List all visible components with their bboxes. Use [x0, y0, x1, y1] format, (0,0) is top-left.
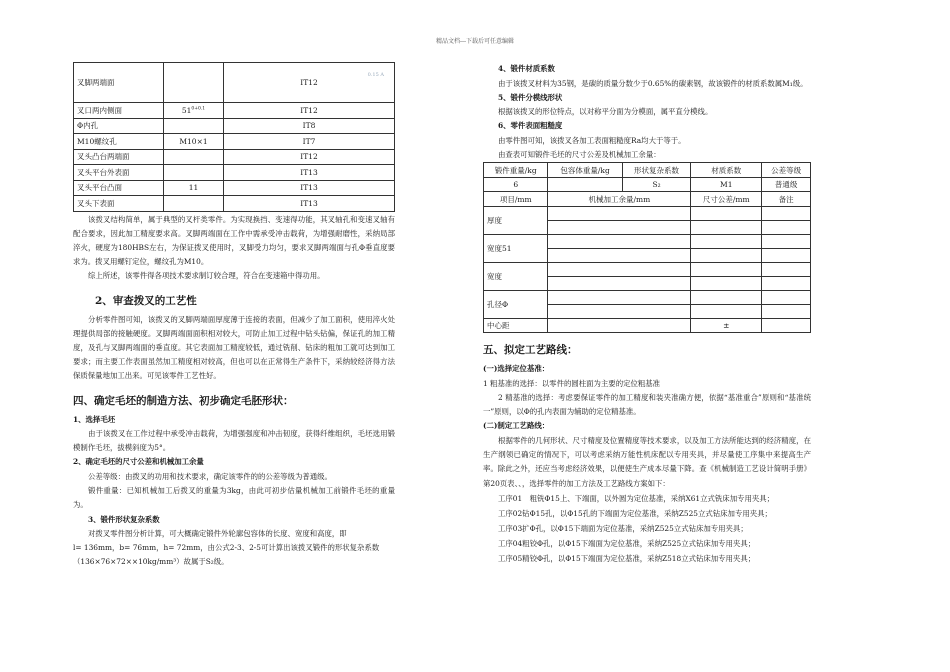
left-column — [73, 62, 395, 570]
subheading-material: 4、锻件材质系数 — [498, 64, 555, 73]
allowance-cell — [548, 206, 691, 220]
allowance-cell — [548, 220, 691, 234]
size-cell — [164, 63, 224, 103]
table-header-row — [484, 163, 811, 178]
size-value: M10×1 — [179, 136, 208, 146]
item-cell: 宽度51 — [484, 234, 548, 262]
grade-cell — [224, 196, 395, 212]
item-cell: 厚度 — [484, 206, 548, 234]
subheading-blank-select: 1、选择毛坯 — [73, 414, 116, 424]
allowance-cell — [548, 304, 691, 318]
tolerance-superscript: 0+0.1 — [191, 106, 206, 112]
subheading-tolerance: 2、确定毛坯的尺寸公差和机械加工余量 — [73, 457, 204, 467]
paragraph-structure: 该拨叉结构简单，属于典型的叉杆类零件。为实现换挡、变速得功能，其叉轴孔和变速叉轴有配合要求，因此加工精度要求高。叉脚两端面在工作中需承受冲击载荷，为增强耐磨性，采纳局部淬火，硬度为180HBS左右，为保证拨叉使用时，叉脚受力均匀，要求叉脚两端面与孔Φ垂直度要求为。拨叉用螺钉定位，螺纹孔为M10。 — [73, 214, 395, 267]
subheading-complexity: 3、锻件形状复杂系数 — [88, 514, 160, 524]
section-heading-process: 2、审查拨叉的工艺性 — [95, 294, 197, 307]
header-cell: 包容体重量/kg — [548, 163, 622, 178]
header-cell: 备注 — [762, 192, 811, 207]
table-row — [484, 262, 811, 276]
header-cell: 形状复杂系数 — [622, 163, 691, 178]
route-step: 工序03扩Φ孔，以Φ15下端面为定位基准，采纳Z525立式钻床加专用夹具； — [498, 523, 748, 533]
grade-cell — [224, 149, 395, 165]
route-step: 工序04粗铰Φ孔，以Φ15下端面为定位基准，采纳Z525立式钻床加专用夹具； — [498, 538, 756, 548]
grade-value: IT13 — [300, 167, 318, 177]
remark-cell — [762, 262, 811, 276]
feature-name-cell: M10螺纹孔 — [74, 134, 164, 150]
tolerance-cell — [691, 248, 762, 262]
remark-cell — [762, 206, 811, 220]
header-cell: 机械加工余量/mm — [548, 192, 691, 207]
remark-cell — [762, 234, 811, 248]
allowance-cell — [548, 262, 691, 276]
tolerance-cell — [691, 234, 762, 248]
paragraph-blank-select: 由于该拨叉在工作过程中承受冲击载荷，为增强强度和冲击韧度，获得纤维组织，毛坯选用锻模制作毛坯，拔模斜度为5°。 — [73, 429, 395, 453]
paragraph-weight: 锻件重量：已知机械加工后拨叉的重量为3kg，由此可初步估量机械加工前锻件毛坯的重量为。 — [73, 486, 395, 510]
size-value: 11 — [188, 183, 199, 193]
table-row — [484, 177, 811, 192]
allowance-cell — [548, 318, 691, 333]
size-cell — [164, 103, 224, 119]
geometric-tolerance-note: 0.15 A — [367, 72, 384, 78]
tolerance-cell — [691, 290, 762, 304]
paragraph-roughness: 由零件图可知，该拨叉各加工表面粗糙度Ra均大于等于。 — [498, 135, 686, 145]
subheading-roughness: 6、零件表面粗糙度 — [498, 121, 563, 131]
tolerance-cell — [691, 220, 762, 234]
allowance-cell — [548, 276, 691, 290]
header-cell: 锻件重量/kg — [484, 163, 548, 178]
remark-cell — [762, 290, 811, 304]
remark-cell — [762, 220, 811, 234]
grade-cell — [224, 103, 395, 119]
subheading-parting-line: 5、锻件分模线形状 — [498, 92, 563, 102]
grade-cell — [224, 165, 395, 181]
grade-cell — [224, 180, 395, 196]
section-heading-blank: 四、确定毛坯的制造方法、初步确定毛胚形状： — [73, 394, 294, 407]
tolerance-table — [73, 62, 395, 212]
table-row — [74, 165, 395, 181]
header-cell: 公差等级 — [762, 163, 811, 178]
table-header-row — [484, 192, 811, 207]
size-cell — [164, 118, 224, 134]
tolerance-cell — [691, 206, 762, 220]
grade-value: IT8 — [302, 121, 316, 131]
grade-value: IT7 — [302, 136, 316, 146]
table-row — [74, 103, 395, 119]
value-cell — [548, 177, 622, 192]
value-cell: M1 — [691, 177, 762, 192]
size-cell — [164, 196, 224, 212]
value-cell: 6 — [484, 177, 548, 192]
header-cell: 材质系数 — [691, 163, 762, 178]
grade-cell — [224, 63, 395, 103]
grade-value: IT12 — [300, 105, 318, 115]
grade-value: IT13 — [300, 198, 318, 208]
size-cell — [164, 149, 224, 165]
grade-value: IT12 — [300, 152, 318, 162]
paragraph-complexity: 对拨叉零件图分析计算，可大概确定锻件外轮廓包容体的长度、宽度和高度，即 — [88, 529, 347, 539]
remark-cell — [762, 304, 811, 318]
paragraph-dimensions: l= 136mm，b= 76mm，h= 72mm，由公式2-3、2-5可计算出该拨叉锻件的形状复杂系数 — [73, 543, 380, 553]
remark-cell — [762, 248, 811, 262]
grade-cell — [224, 118, 395, 134]
feature-name-cell: 叉头下表面 — [74, 196, 164, 212]
size-cell — [164, 134, 224, 150]
right-column — [483, 62, 811, 566]
allowance-cell — [548, 290, 691, 304]
table-row — [74, 196, 395, 212]
paragraph-parting-line: 根据该拨叉的形位特点，以对称平分面为分模面，属平直分模线。 — [498, 107, 713, 117]
paragraph-material: 由于该拨叉材料为35钢，是碳的质量分数少于0.65%的碳素钢，故该锻件的材质系数属M₁级。 — [498, 78, 808, 88]
subheading-route: (二)制定工艺路线： — [483, 421, 550, 431]
paragraph-summary: 综上所述，该零件得各项技术要求制订较合理，符合在变速箱中得功用。 — [88, 271, 325, 281]
table-row — [484, 206, 811, 220]
table-row — [484, 234, 811, 248]
tolerance-cell: ± — [691, 318, 762, 333]
table-row — [74, 134, 395, 150]
feature-name-cell: 叉脚两端面 — [74, 63, 164, 103]
grade-cell — [224, 134, 395, 150]
grade-value: IT12 — [300, 78, 318, 87]
header-cell: 尺寸公差/mm — [691, 192, 762, 207]
route-step: 工序02钻Φ15孔，以Φ15孔的下端面为定位基准，采纳Z525立式钻床加专用夹具； — [498, 508, 772, 518]
tolerance-cell — [691, 304, 762, 318]
feature-name-cell: 叉头平台外表面 — [74, 165, 164, 181]
allowance-cell — [548, 234, 691, 248]
feature-name-cell: Φ内孔 — [74, 118, 164, 134]
allowance-cell — [548, 248, 691, 262]
feature-name-cell: 叉头凸台两端面 — [74, 149, 164, 165]
size-cell — [164, 180, 224, 196]
item-cell: 孔径Φ — [484, 290, 548, 318]
paragraph-rough-datum: 1 粗基准的选择：以零件的圆柱面为主要的定位粗基准 — [483, 378, 661, 388]
remark-cell — [762, 276, 811, 290]
value-cell: S₂ — [622, 177, 691, 192]
tolerance-cell — [691, 262, 762, 276]
item-cell: 中心距 — [484, 318, 548, 333]
grade-value: IT13 — [300, 183, 318, 193]
paragraph-process-analysis: 分析零件图可知，该拨叉的叉脚两端面厚度薄于连接的表面，但减少了加工面积，使用淬火处理提供局部的接触硬度。叉脚两端面面积相对较大，可防止加工过程中钻头钻偏，保证孔的加工精度，及孔与叉脚两端面的垂直度。其它表面加工精度较低，通过铣削、钻床的粗加工就可达到加工要求；而主要工作表面虽然加工精度相对较高，但也可以在正常得生产条件下，采纳较经济得方法保质保量地加工出来。可见该零件工艺性好。 — [73, 314, 395, 381]
table-row — [74, 149, 395, 165]
table-row — [74, 63, 395, 103]
subheading-datum: (一)选择定位基准： — [483, 364, 550, 374]
forging-table — [483, 162, 811, 333]
route-step: 工序01 粗铣Φ15上、下端面，以外圆为定位基准，采纳X61立式铣床加专用夹具； — [498, 493, 775, 503]
feature-name-cell: 叉口两内侧面 — [74, 103, 164, 119]
size-value: 51 — [181, 105, 192, 115]
route-step: 工序05精铰Φ孔，以Φ15下端面为定位基准，采纳Z518立式钻床加专用夹具； — [498, 553, 756, 563]
page-header: 精品文档---下载后可任意编辑 — [435, 38, 515, 45]
paragraph-complexity-result: （136×76×72××10kg/mm³）故属于S₂级。 — [73, 557, 229, 567]
table-row — [74, 180, 395, 196]
feature-name-cell: 叉头平台凸面 — [74, 180, 164, 196]
remark-cell — [762, 318, 811, 333]
tolerance-cell — [691, 276, 762, 290]
table-row — [484, 318, 811, 333]
value-cell: 普通级 — [762, 177, 811, 192]
section-heading-route: 五、拟定工艺路线： — [483, 344, 578, 357]
size-cell — [164, 165, 224, 181]
paragraph-route-intro: 根据零件的几何形状、尺寸精度及位置精度等技术要求，以及加工方法所能达到的经济精度，在生产纲领已确定的情况下，可以考虑采纳万能性机床配以专用夹具，并尽量使工序集中来提高生产率。除此之外，还应当考虑经济效果，以便使生产成本尽量下降。查《机械制造工艺设计简明手册》第20页表、、，选择零件的加工方法及工艺路线方案如下： — [483, 435, 811, 488]
table-row — [484, 290, 811, 304]
paragraph-lookup: 由查表可知锻件毛坯的尺寸公差及机械加工余量： — [498, 150, 661, 160]
table-row — [74, 118, 395, 134]
route-list — [483, 491, 811, 566]
paragraph-tolerance-grade: 公差等级：由拨叉的功用和技术要求，确定该零件的的公差等级为普通级。 — [88, 471, 332, 481]
header-cell: 项目/mm — [484, 192, 548, 207]
item-cell: 宽度 — [484, 262, 548, 290]
paragraph-fine-datum: 2 精基准的选择：考虑要保证零件的加工精度和装夹准确方便，依据“基准重合”原则和“基准统一”原则，以Φ的孔内表面为辅助的定位精基准。 — [483, 393, 811, 417]
